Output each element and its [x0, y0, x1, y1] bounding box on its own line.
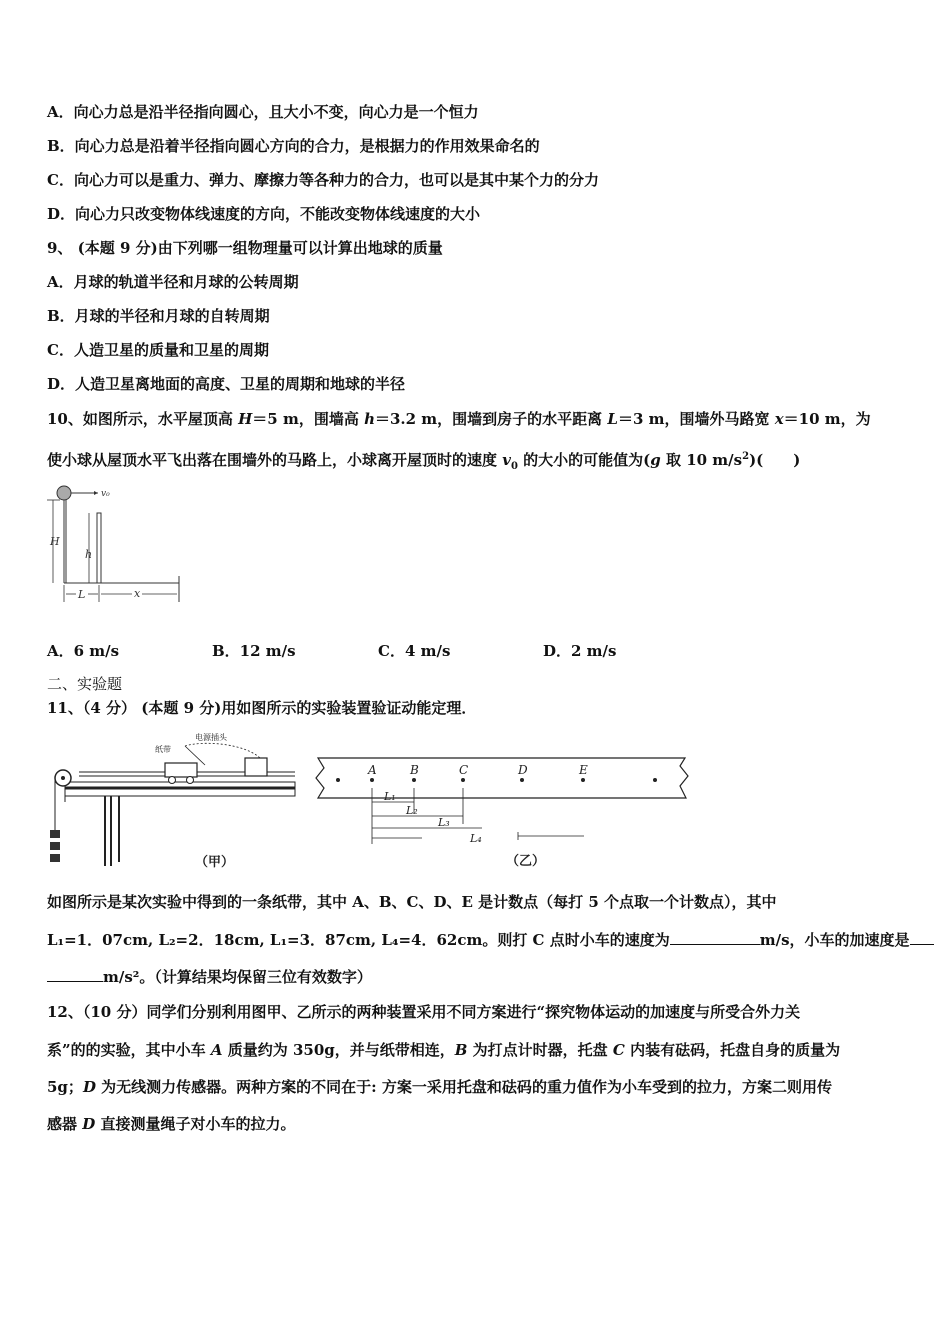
q10-option-d: D．2 m/s — [543, 642, 617, 660]
q12-line1: 12、（10 分）同学们分别利用图甲、乙所示的两种装置采用不同方案进行“探究物体运动的加速度与所受合外力关 — [47, 1003, 801, 1021]
ball — [57, 486, 71, 500]
q10-option-b: B．12 m/s — [212, 642, 296, 660]
q10-option-a: A．6 m/s — [47, 642, 120, 660]
q8-option-d: D．向心力只改变物体线速度的方向，不能改变物体线速度的大小 — [47, 205, 481, 223]
q10-stem-line1: 10、如图所示，水平屋顶高 H＝5 m，围墙高 h＝3.2 m，围墙到房子的水平距离 L＝3 m，围墙外马路宽 x＝10 m，为 — [47, 410, 871, 428]
weight-2 — [50, 842, 60, 850]
h-label: h — [85, 548, 93, 561]
q9-option-b: B．月球的半径和月球的自转周期 — [47, 307, 270, 325]
q11-figure-b — [310, 752, 695, 874]
q9-option-a: A．月球的轨道半径和月球的公转周期 — [47, 273, 299, 291]
answer-blank-acceleration-start[interactable] — [910, 930, 934, 945]
q12-line2: 系”的的实验，其中小车 A 质量约为 350g，并与纸带相连，B 为打点计时器，托盘 C 内装有砝码，托盘自身的质量为 — [47, 1041, 841, 1059]
q8-option-b: B．向心力总是沿着半径指向圆心方向的合力，是根据力的作用效果命名的 — [47, 137, 540, 155]
timer — [245, 758, 267, 776]
q11-stem: 11、（4 分） (本题 9 分)用如图所示的实验装置验证动能定理． — [47, 699, 477, 717]
q11-text-line3: m/s²。（计算结果均保留三位有效数字） — [47, 967, 372, 987]
answer-blank-velocity[interactable] — [670, 930, 760, 945]
q8-option-a: A．向心力总是沿半径指向圆心，且大小不变，向心力是一个恒力 — [47, 103, 479, 121]
q10-stem-line2: 使小球从屋顶水平飞出落在围墙外的马路上，小球离开屋顶时的速度 $v_0$ 的大小的可能值为(g 取 10 $m/s^2$)( ) — [47, 451, 801, 472]
x-label: x — [134, 587, 141, 600]
fence — [97, 513, 101, 583]
q8-option-c: C．向心力可以是重力、弹力、摩擦力等各种力的合力，也可以是其中某个力的分力 — [47, 171, 599, 189]
q11-text-line1: 如图所示是某次实验中得到的一条纸带，其中 A、B、C、D、E 是计数点（每打 5 个点取一个计数点），其中 — [47, 893, 777, 911]
q10-figure — [40, 480, 190, 605]
L3-label: L₃ — [438, 816, 450, 829]
L2-label: L₂ — [406, 804, 418, 817]
section-heading: 二、实验题 — [47, 675, 123, 693]
q9-option-c: C．人造卫星的质量和卫星的周期 — [47, 341, 269, 359]
answer-blank-acceleration[interactable] — [47, 967, 103, 982]
L4-label: L₄ — [470, 832, 482, 845]
tape-label: 纸带 — [155, 745, 171, 754]
q9-stem: 9、 (本题 9 分)由下列哪一组物理量可以计算出地球的质量 — [47, 239, 443, 257]
point-D: D — [518, 763, 528, 777]
caption-yi: （乙） — [506, 854, 546, 869]
weight-3 — [50, 854, 60, 862]
q11-figure-a — [45, 730, 300, 878]
L-label: L — [78, 588, 86, 601]
weight-1 — [50, 830, 60, 838]
point-C: C — [459, 763, 469, 777]
v0-label: v₀ — [101, 489, 110, 499]
L1-label: L₁ — [384, 790, 396, 803]
H-label: H — [50, 535, 60, 548]
q11-text-line2: L₁=1．07cm, L₂=2．18cm, L₁=3．87cm, L₄=4．62cm。则打 C 点时小车的速度为 m/s，小车的加速度是 — [47, 930, 934, 950]
cart — [165, 763, 197, 777]
q12-line4: 感器 D 直接测量绳子对小车的拉力。 — [47, 1115, 296, 1133]
q12-line3: 5g；D 为无线测力传感器。两种方案的不同在于: 方案一采用托盘和砝码的重力值作为小车受到的拉力，方案二则用传 — [47, 1078, 832, 1096]
plug-label: 电源插头 — [195, 733, 227, 742]
q9-option-d: D．人造卫星离地面的高度、卫星的周期和地球的半径 — [47, 375, 406, 393]
point-A: A — [368, 763, 377, 777]
point-B: B — [410, 763, 419, 777]
point-E: E — [579, 763, 588, 777]
caption-jia: （甲） — [195, 855, 235, 870]
q10-option-c: C．4 m/s — [378, 642, 451, 660]
